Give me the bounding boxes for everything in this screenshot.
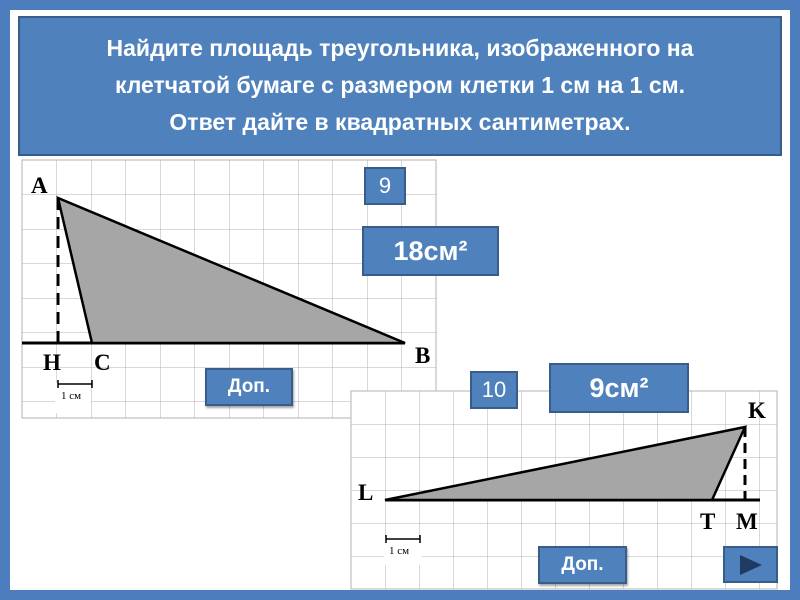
answer-box-10: 9см² [549,363,689,413]
vertex-label-c: C [94,350,111,375]
next-slide-button[interactable] [723,546,778,583]
vertex-label-a: A [31,173,48,198]
hint-button-10[interactable]: Доп. [538,546,627,584]
problem-number-9: 9 [364,167,406,205]
vertex-label-m: M [736,509,758,534]
task-line-3: Ответ дайте в квадратных сантиметрах. [169,109,631,135]
vertex-label-l: L [358,480,374,505]
scale-label-10: 1 см [389,545,410,557]
task-line-2: клетчатой бумаге с размером клетки 1 см на 1 см. [114,72,686,98]
problem-number-10: 10 [470,371,518,409]
vertex-label-t: T [700,509,716,534]
task-line-1: Найдите площадь треугольника, изображенного на [106,35,694,61]
scale-label-9: 1 см [61,390,82,402]
vertex-label-h: H [43,350,61,375]
answer-box-9: 18см² [362,226,499,276]
vertex-label-k: K [748,398,766,423]
play-next-icon [738,554,764,576]
vertex-label-b: B [415,343,431,368]
hint-button-9[interactable]: Доп. [205,368,293,406]
